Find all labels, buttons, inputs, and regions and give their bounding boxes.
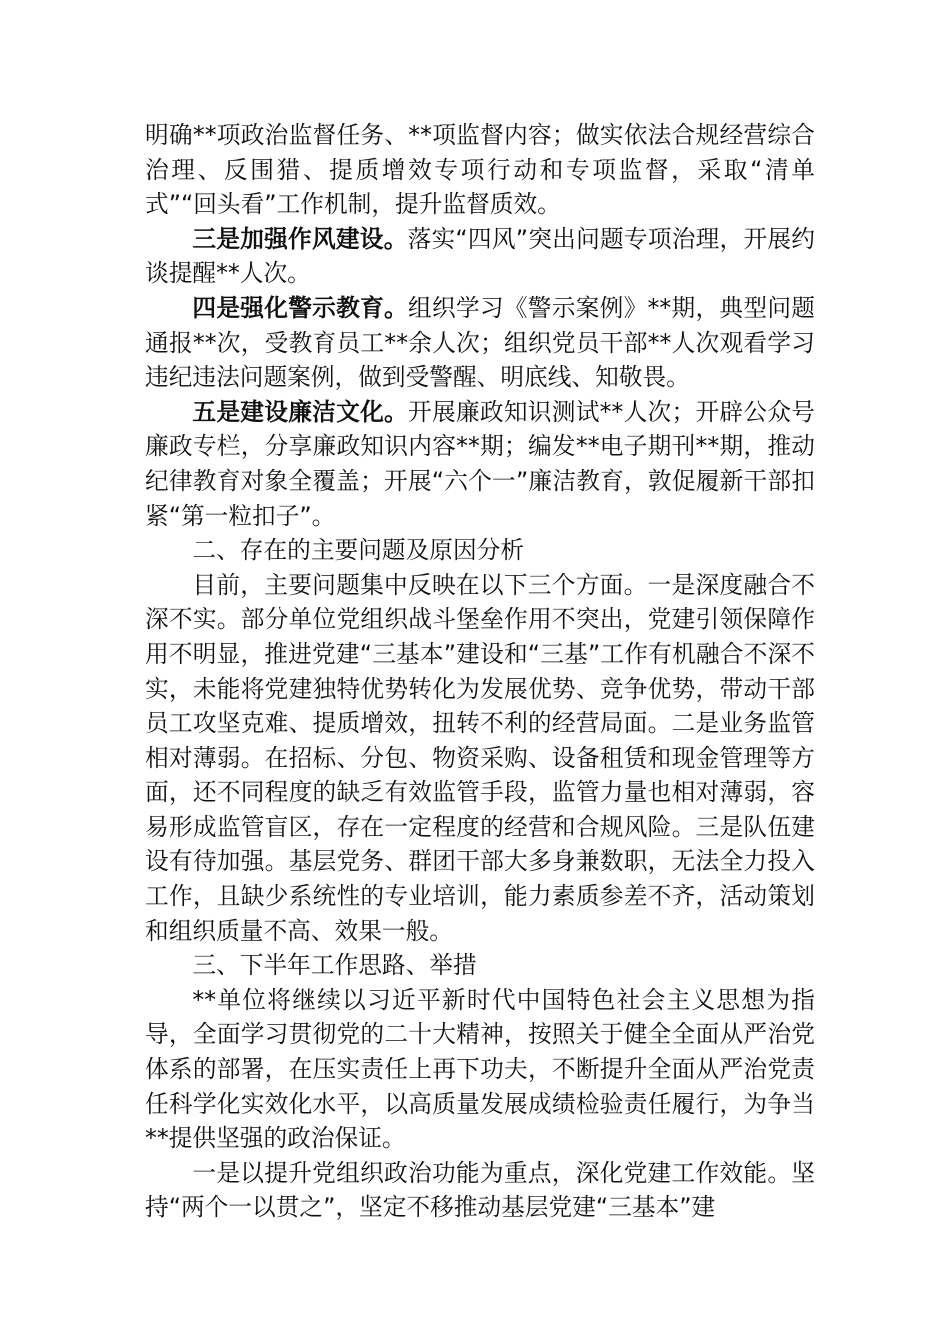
section-heading-3 <box>145 948 815 983</box>
paragraph-4 <box>145 395 815 533</box>
document-body <box>145 118 815 1225</box>
section-heading-2 <box>145 533 815 568</box>
paragraph-9-text: 一是以提升党组织政治功能为重点，深化党建工作效能。坚持“两个一以贯之”，坚定不移推动基层党建“三基本”建 <box>145 1158 815 1222</box>
paragraph-3-lead: 四是强化警示教育。 <box>192 293 408 322</box>
paragraph-4-lead: 五是建设廉洁文化。 <box>192 397 408 426</box>
section-heading-3-text: 三、下半年工作思路、举措 <box>192 951 477 980</box>
paragraph-8-text: **单位将继续以习近平新时代中国特色社会主义思想为指导，全面学习贯彻党的二十大精神，按照关于健全全面从严治党体系的部署，在压实责任上再下功夫，不断提升全面从严治党责任科学化实效化水平，以高质量发展成绩检验责任履行，为争当**提供坚强的政治保证。 <box>145 985 815 1153</box>
paragraph-2-lead: 三是加强作风建设。 <box>192 224 408 253</box>
paragraph-3-text: 组织学习《警示案例》**期，典型问题通报**次，受教育员工**余人次；组织党员干部**人次观看学习违纪违法问题案例，做到受警醒、明底线、知敬畏。 <box>145 293 815 392</box>
paragraph-2 <box>145 222 815 291</box>
paragraph-6-text: 目前，主要问题集中反映在以下三个方面。一是深度融合不深不实。部分单位党组织战斗堡垒作用不突出，党建引领保障作用不明显，推进党建“三基本”建设和“三基”工作有机融合不深不实，未能将党建独特优势转化为发展优势、竞争优势，带动干部员工攻坚克难、提质增效，扭转不利的经营局面。二是业务监管相对薄弱。在招标、分包、物资采购、设备租赁和现金管理等方面，还不同程度的缺乏有效监管手段，监管力量也相对薄弱，容易形成监管盲区，存在一定程度的经营和合规风险。三是队伍建设有待加强。基层党务、群团干部大多身兼数职，无法全力投入工作，且缺少系统性的专业培训，能力素质参差不齐，活动策划和组织质量不高、效果一般。 <box>145 570 815 945</box>
paragraph-2-text: 落实“四风”突出问题专项治理，开展约谈提醒**人次。 <box>145 224 815 288</box>
paragraph-4-text: 开展廉政知识测试**人次；开辟公众号廉政专栏，分享廉政知识内容**期；编发**电子期刊**期，推动纪律教育对象全覆盖；开展“六个一”廉洁教育，敦促履新干部扣紧“第一粒扣子”。 <box>145 397 815 530</box>
paragraph-1-text: 明确**项政治监督任务、**项监督内容；做实依法合规经营综合治理、反围猎、提质增效专项行动和专项监督，采取“清单式”“回头看”工作机制，提升监督质效。 <box>145 121 815 219</box>
paragraph-3 <box>145 291 815 395</box>
paragraph-1 <box>145 118 815 222</box>
paragraph-9 <box>145 1156 815 1225</box>
paragraph-8 <box>145 983 815 1156</box>
paragraph-6 <box>145 568 815 949</box>
section-heading-2-text: 二、存在的主要问题及原因分析 <box>192 536 525 565</box>
